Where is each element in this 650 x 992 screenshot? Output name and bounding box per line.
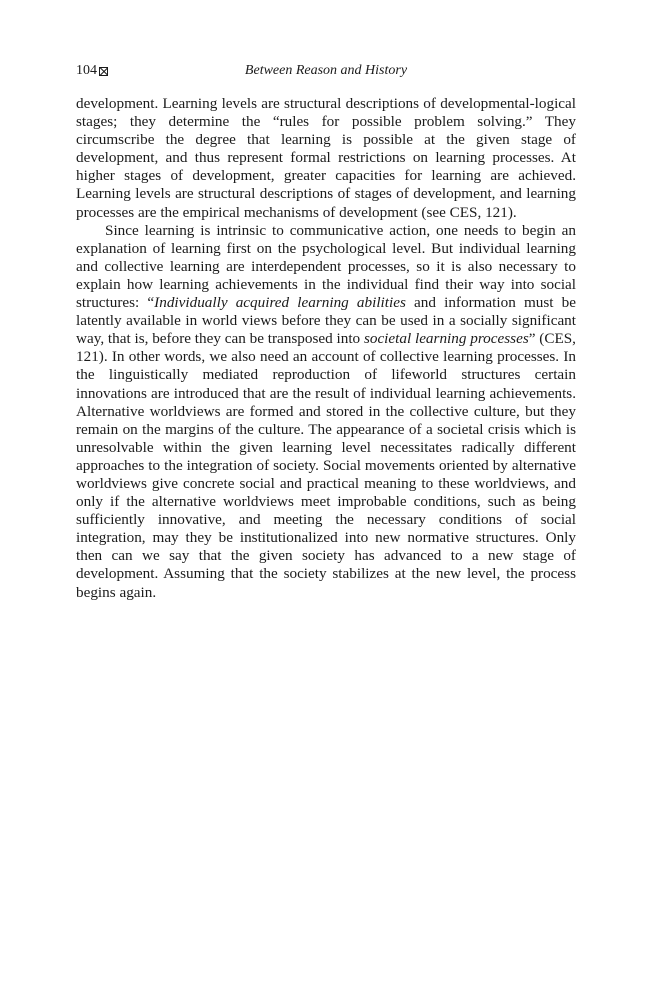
body-text [76,95,576,602]
paragraph-1: development. Learning levels are structural descriptions of developmental-logical stages; they determine the “rules for possible problem solving.” They circumscribe the degree that learning is possible at the given stage of development, and thus represent formal restrictions on learning processes. At higher stages of development, greater capacities for learning are achieved. Learning levels are structural descriptions of stages of development, and learning processes are the empirical mechanisms of development (see CES, 121). [76,95,576,221]
running-header [76,60,576,82]
paragraph-2-italic-1: Individually acquired learning abilities [154,294,406,312]
paragraph-2-text-3: ” (CES, 121). In other words, we also need an account of collective learning processes. In the linguistically mediated reproduction of lifeworld structures certain innovations are introduced that are the result of individual learning achievements. Alternative worldviews are formed and stored in the collective culture, but they remain on the margins of the culture. The appearance of a societal crisis which is unresolvable within the given learning level necessitates radically different approaches to the integration of society. Social movements oriented by alternative worldviews give concrete social and practical meaning to these worldviews, and only if the alternative worldviews meet improbable conditions, such as being sufficiently innovative, and meeting the necessary conditions of social integration, may they be institutionalized into new normative structures. Only then can we say that the given society has advanced to a new stage of development. Assuming that the society stabilizes at the new level, the process begins again. [76,330,576,601]
running-title: Between Reason and History [244,63,408,78]
page-number: 104 [76,63,97,78]
paragraph-2-text-1: Since learning is intrinsic to communicative action, one needs to begin an explanation of learning first on the psychological level. But individual learning and collective learning are interdependent processes, so it is also necessary to explain how learning achievements in the individual find their way into social structures: “ [76,221,576,312]
paragraph-2-text-2: and information must be latently available in world views before they can be used in a socially significant way, that is, before they can be transposed into [76,294,576,348]
paragraph-2 [76,222,576,602]
paragraph-2-italic-2: societal learning processes [363,330,529,348]
